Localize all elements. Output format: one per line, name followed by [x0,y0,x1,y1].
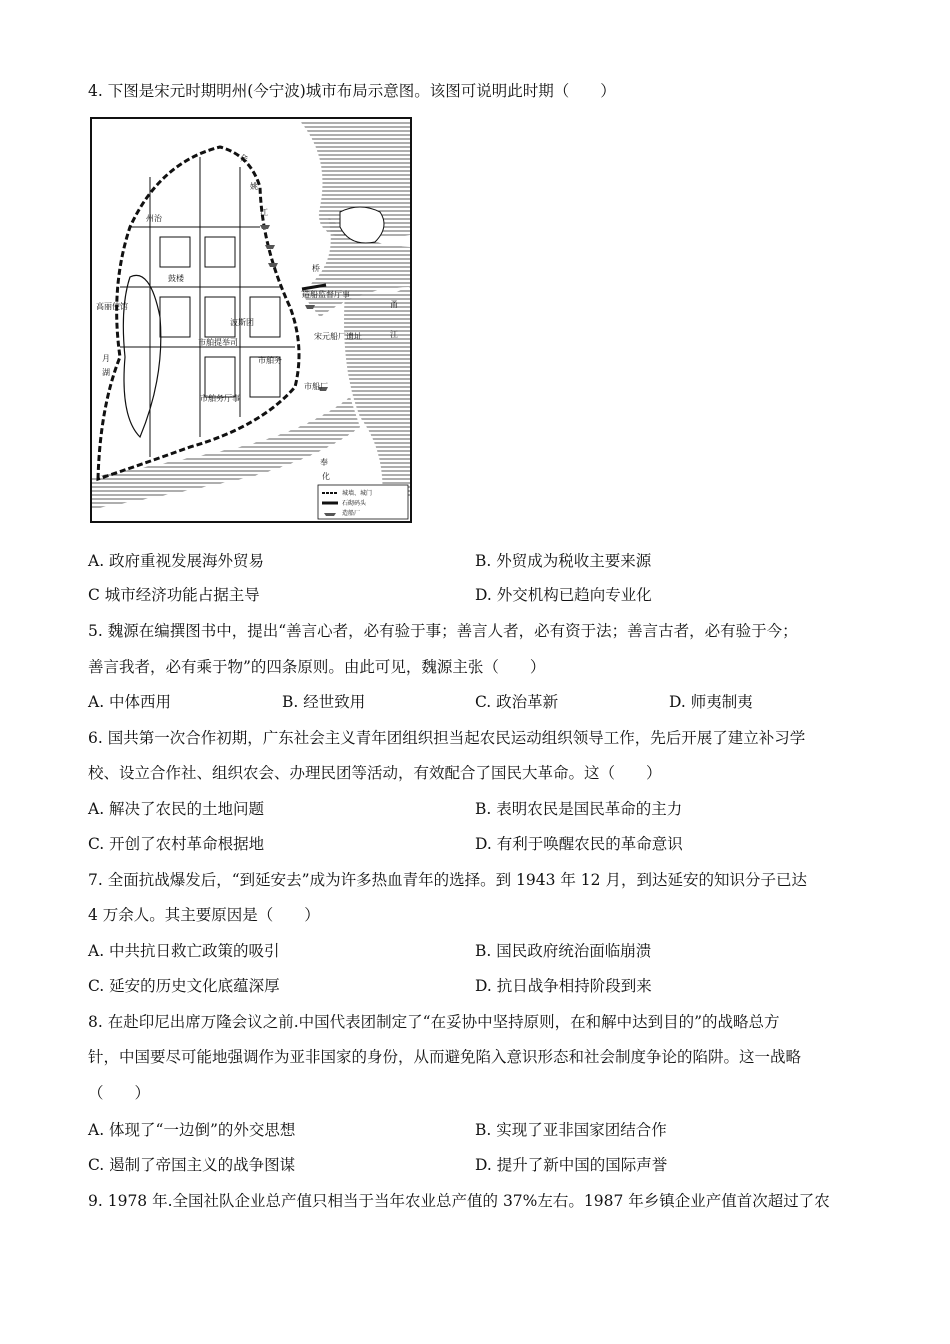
mingzhou-city-map [90,117,412,523]
q6-stem-line1: 6. 国共第一次合作初期，广东社会主义青年团组织担当起农民运动组织领导工作，先后开展了建立补习学 [88,729,806,747]
q5-stem-line2: 善言我者，必有乘于物”的四条原则。由此可见，魏源主张（ ） [88,658,546,676]
map-legend [318,485,408,519]
q7-option-a[interactable]: A. 中共抗日救亡政策的吸引 [88,942,280,960]
label-jiang1: 江 [260,208,268,217]
label-jiang2: 江 [390,330,398,339]
label-gulou: 鼓楼 [168,274,184,283]
q4-stem: 4. 下图是宋元时期明州(今宁波)城市布局示意图。该图可说明此时期（ ） [88,82,616,100]
label-shibo-ti: 市舶提举司 [198,338,238,347]
q4-option-a[interactable]: A. 政府重视发展海外贸易 [88,552,265,570]
q8-option-b[interactable]: B. 实现了亚非国家团结合作 [475,1121,667,1139]
legend-shipyard: 造船厂 [342,510,361,517]
label-chuanchang: 宋元船厂遗址 [314,332,362,341]
q7-option-d[interactable]: D. 抗日战争相持阶段到来 [475,977,652,995]
label-feng: 奉 [320,458,328,467]
label-bosi: 波斯团 [230,318,254,327]
q8-stem-line1: 8. 在赴印尼出席万隆会议之前.中国代表团制定了“在妥协中坚持原则，在和解中达到目的”的战略总方 [88,1013,780,1031]
label-dock1: 市船厂 [304,382,328,391]
q7-stem-line2: 4 万余人。其主要原因是（ ） [88,906,320,924]
q5-option-d[interactable]: D. 师夷制夷 [669,693,753,711]
q8-stem-line3: （ ） [88,1084,151,1102]
q4-option-b[interactable]: B. 外贸成为税收主要来源 [475,552,652,570]
q6-stem-line2: 校、设立合作社、组织农会、办理民团等活动，有效配合了国民大革命。这（ ） [88,764,662,782]
q7-option-c[interactable]: C. 延安的历史文化底蕴深厚 [88,977,280,995]
q5-option-c[interactable]: C. 政治革新 [475,693,559,711]
q5-option-b[interactable]: B. 经世致用 [282,693,366,711]
label-gaoli: 高丽使馆 [96,302,128,311]
q4-option-c[interactable]: C 城市经济功能占据主导 [88,586,260,604]
label-yong: 甬 [390,300,398,309]
q8-stem-line2: 针，中国要尽可能地强调作为亚非国家的身份，从而避免陷入意识形态和社会制度争论的陷阱。这一战略 [88,1048,802,1066]
legend-wall: 城墙、城门 [342,490,373,497]
q7-option-b[interactable]: B. 国民政府统治面临崩溃 [475,942,652,960]
q6-option-d[interactable]: D. 有利于唤醒农民的革命意识 [475,835,683,853]
q8-option-d[interactable]: D. 提升了新中国的国际声誉 [475,1156,668,1174]
q5-option-a[interactable]: A. 中体西用 [88,693,172,711]
label-shibo-wu: 市舶务 [258,356,282,365]
label-yu: 余 [240,154,248,163]
q9-stem-line1: 9. 1978 年.全国社队企业总产值只相当于当年农业总产值的 37%左右。1987 年乡镇企业产值首次超过了农 [88,1192,830,1210]
label-hua: 化 [322,472,330,481]
label-hu: 湖 [102,368,110,377]
label-shibo-ting: 市舶务厅事 [200,394,240,403]
q5-stem-line1: 5. 魏源在编撰图书中，提出“善言心者，必有验于事；善言人者，必有资于法；善言古者，必有验于今； [88,622,798,640]
label-zhouzhi: 州治 [146,214,162,223]
q6-option-b[interactable]: B. 表明农民是国民革命的主力 [475,800,683,818]
label-qinghai: 造船监督厅事 [302,290,350,299]
legend-dock: 石砌码头 [342,500,367,507]
q8-option-a[interactable]: A. 体现了“一边倒”的外交思想 [88,1121,296,1139]
label-yao: 姚 [250,182,258,191]
q6-option-a[interactable]: A. 解决了农民的土地问题 [88,800,265,818]
q7-stem-line1: 7. 全面抗战爆发后，“到延安去”成为许多热血青年的选择。到 1943 年 12 月，到达延安的知识分子已达 [88,871,807,889]
q4-option-d[interactable]: D. 外交机构已趋向专业化 [475,586,652,604]
label-yue: 月 [102,354,110,363]
label-bridge: 桥 [312,264,320,273]
q8-option-c[interactable]: C. 遏制了帝国主义的战争图谋 [88,1156,296,1174]
q6-option-c[interactable]: C. 开创了农村革命根据地 [88,835,265,853]
